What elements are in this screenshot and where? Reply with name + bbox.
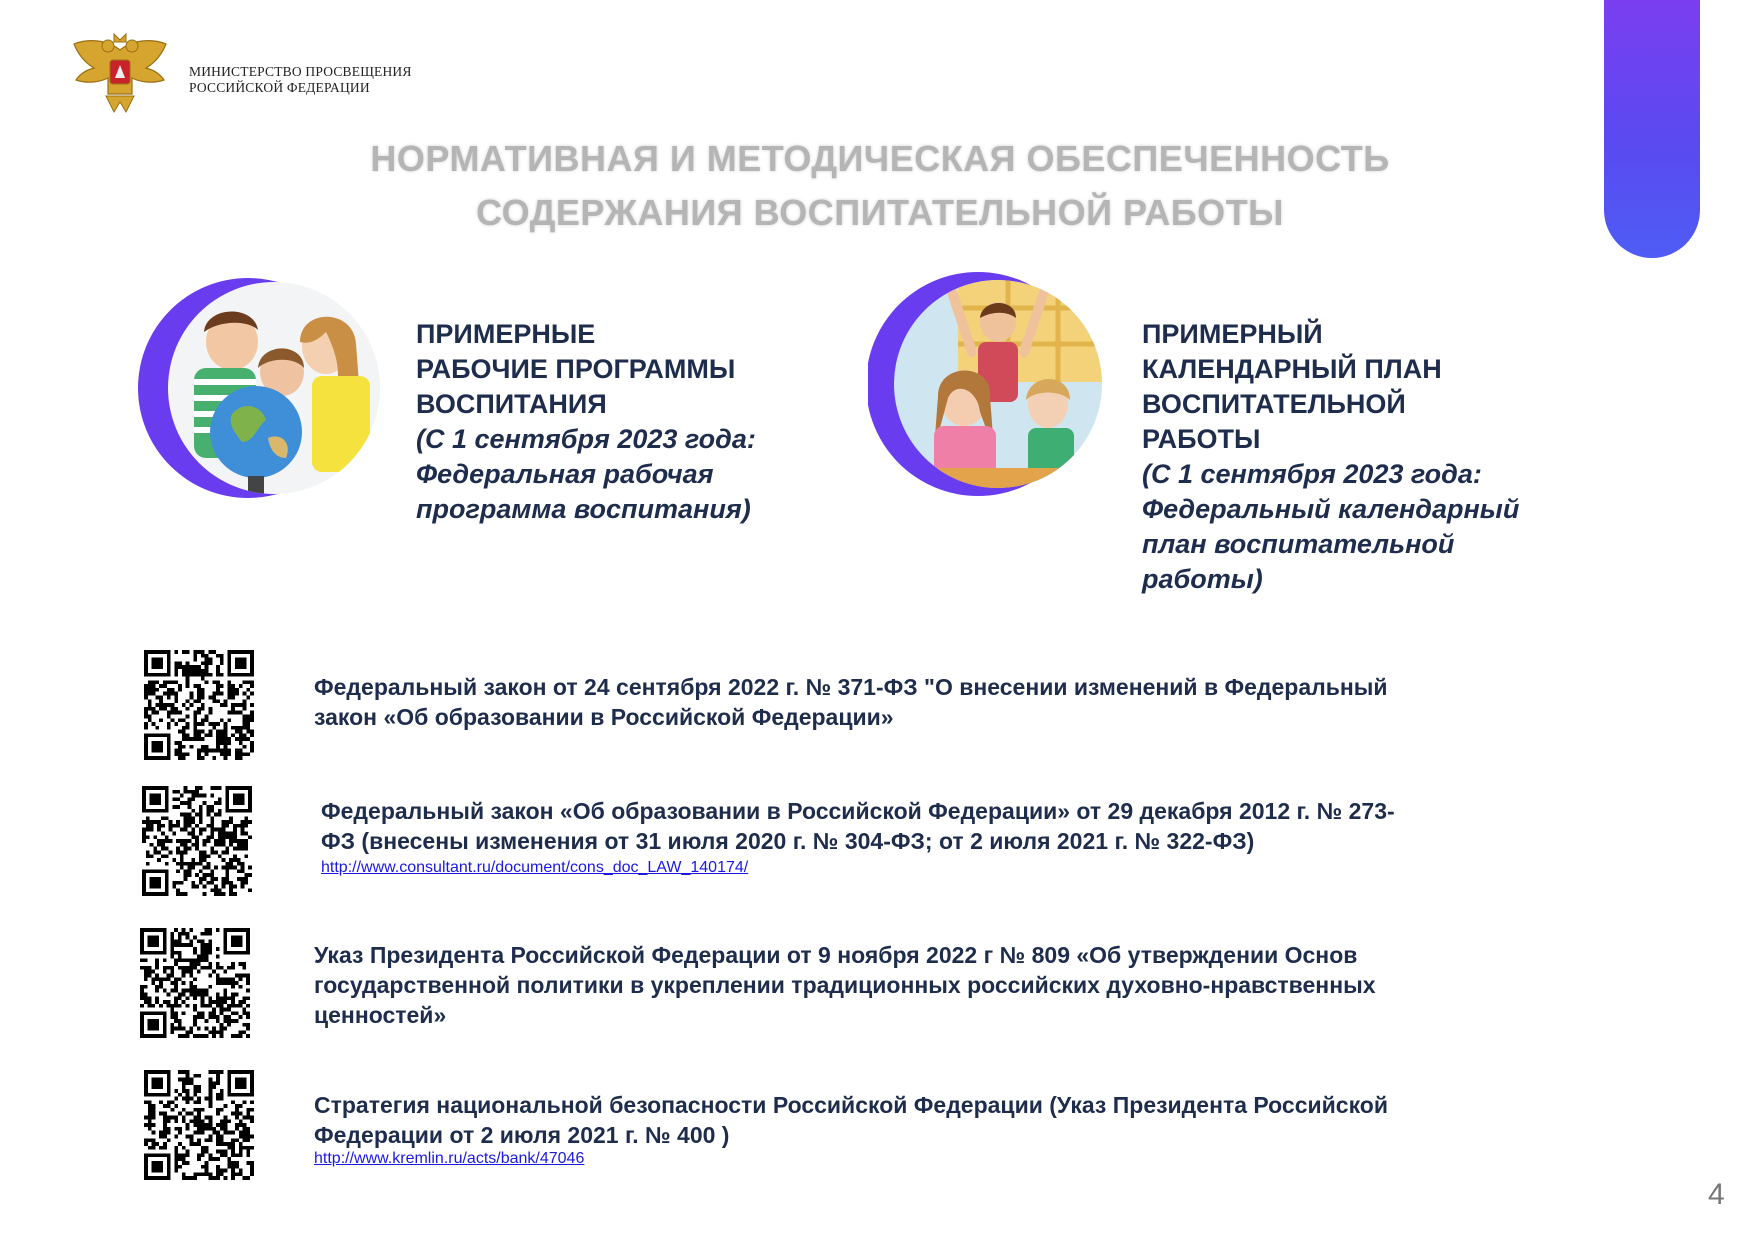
page-title [300, 132, 1460, 240]
ministry-name [189, 64, 412, 96]
card-2-line1: ПРИМЕРНЫЙ [1142, 319, 1323, 349]
document-2-line1: Федеральный закон «Об образовании в Российской Федерации» от 29 декабря 2012 г. № 273- [321, 798, 1395, 824]
document-3-line1: Указ Президента Российской Федерации от 9 ноября 2022 г № 809 «Об утверждении Основ [314, 942, 1358, 968]
card-1-note2: Федеральная рабочая [416, 459, 714, 489]
document-4-line1: Стратегия национальной безопасности Российской Федерации (Указ Президента Российской [314, 1092, 1388, 1118]
card-2-note2: Федеральный календарный [1142, 494, 1520, 524]
document-strategiya [314, 1090, 1614, 1150]
card-2-note1: (С 1 сентября 2023 года: [1142, 459, 1482, 489]
qr-code-icon[interactable] [144, 1070, 254, 1180]
card-1-line2: РАБОЧИЕ ПРОГРАММЫ [416, 354, 736, 384]
page-title-line1: НОРМАТИВНАЯ И МЕТОДИЧЕСКАЯ ОБЕСПЕЧЕННОСТЬ [370, 138, 1390, 179]
classroom-children-photo [868, 272, 1128, 512]
card-2-line2: КАЛЕНДАРНЫЙ ПЛАН [1142, 354, 1442, 384]
card-kalendarny-plan [1142, 317, 1562, 597]
document-3-line2: государственной политики в укреплении традиционных российских духовно-нравственных [314, 972, 1376, 998]
ministry-name-line1: МИНИСТЕРСТВО ПРОСВЕЩЕНИЯ [189, 64, 412, 79]
document-273-fz [321, 796, 1621, 856]
accent-bar [1604, 0, 1700, 258]
document-1-line2: закон «Об образовании в Российской Федерации» [314, 704, 894, 730]
card-1-note1: (С 1 сентября 2023 года: [416, 424, 756, 454]
card-1-line3: ВОСПИТАНИЯ [416, 389, 607, 419]
page-title-line2: СОДЕРЖАНИЯ ВОСПИТАТЕЛЬНОЙ РАБОТЫ [476, 192, 1284, 233]
card-2-line4: РАБОТЫ [1142, 424, 1261, 454]
document-3-line3: ценностей» [314, 1002, 447, 1028]
card-2-line3: ВОСПИТАТЕЛЬНОЙ [1142, 389, 1406, 419]
card-rabochie-programmy [416, 317, 806, 527]
consultant-link[interactable]: http://www.consultant.ru/document/cons_doc_LAW_140174/ [321, 859, 749, 876]
card-2-note3: план воспитательной [1142, 529, 1455, 559]
children-globe-photo [136, 272, 396, 512]
document-2-line2: ФЗ (внесены изменения от 31 июля 2020 г. № 304-ФЗ; от 2 июля 2021 г. № 322-ФЗ) [321, 828, 1255, 854]
ministry-emblem-icon [70, 32, 170, 118]
qr-code-icon[interactable] [142, 786, 252, 896]
document-ukaz-809 [314, 940, 1614, 1030]
card-1-line1: ПРИМЕРНЫЕ [416, 319, 596, 349]
kremlin-link[interactable]: http://www.kremlin.ru/acts/bank/47046 [314, 1150, 585, 1167]
card-2-note4: работы) [1142, 564, 1263, 594]
ministry-name-line2: РОССИЙСКОЙ ФЕДЕРАЦИИ [189, 80, 370, 95]
document-4-line2: Федерации от 2 июля 2021 г. № 400 ) [314, 1122, 730, 1148]
qr-code-icon[interactable] [140, 928, 250, 1038]
document-371-fz [314, 672, 1614, 732]
card-1-note3: программа воспитания) [416, 494, 751, 524]
qr-code-icon[interactable] [144, 650, 254, 760]
page-number: 4 [1708, 1178, 1725, 1211]
document-1-line1: Федеральный закон от 24 сентября 2022 г. № 371-ФЗ "О внесении изменений в Федеральный [314, 674, 1388, 700]
